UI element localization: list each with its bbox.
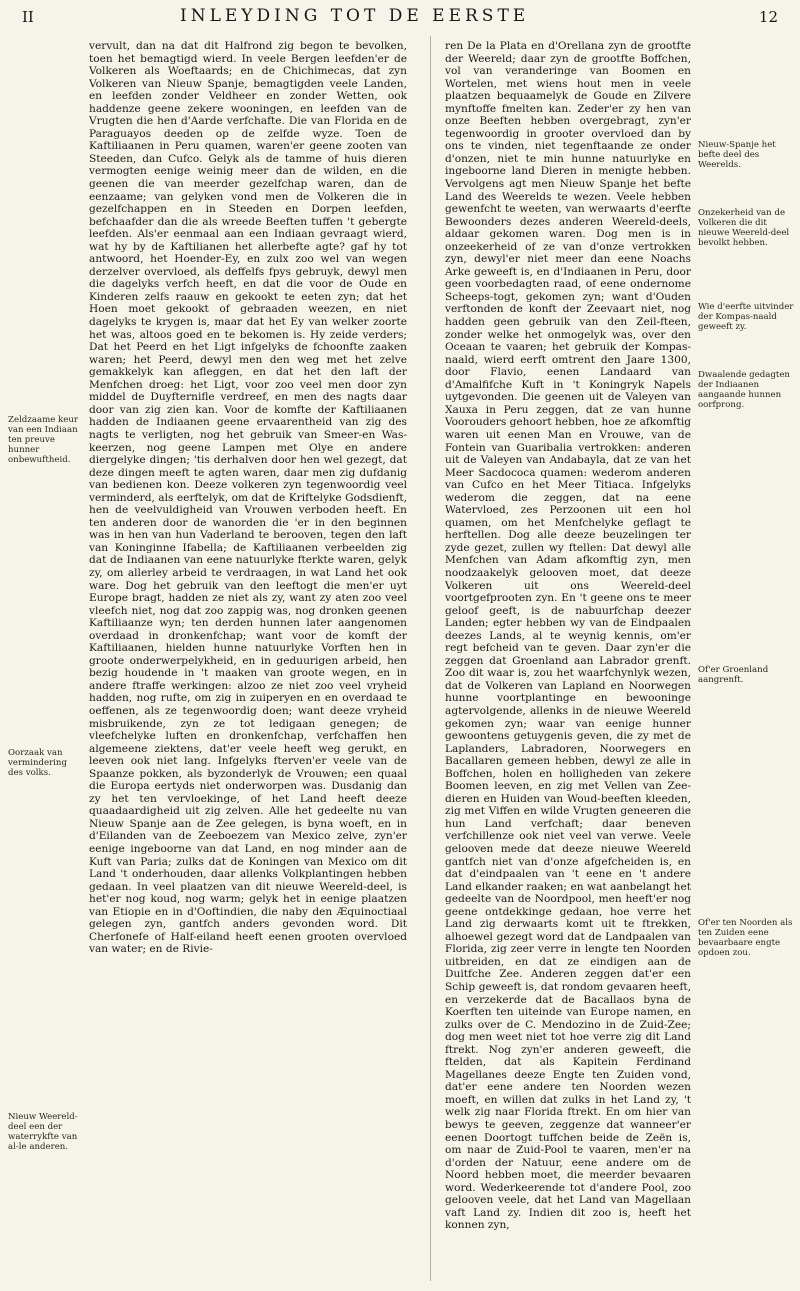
left-text-column: [89, 40, 407, 1280]
column-divider: [430, 36, 431, 1281]
page-number-right: 12: [758, 8, 778, 26]
right-text-column: [445, 40, 691, 1280]
running-title: INLEYDING TOT DE EERSTE: [180, 6, 530, 26]
right-column-text: ren De la Plata en d'Orellana zyn de grootfte der Weereld; daar zyn de grootfte Boffchen, vol van veranderinge van Boomen en Wortelen, met wiens hout men in veele plaatzen bequaamelyk de Goude en Zilvere mynftoffe fmelten kan. Zeder'er zy hen van onze Beeften hebben overgebragt, zyn'er tegenwoordig in grooter overvloed dan by ons te vinden, niet tegenftaande ze onder d'onzen, niet te min hunne natuurlyke en ingeboorne land Dieren in menigte hebben. Vervolgens agt men Nieuw Spanje het befte Land des Weerelds te wezen. Veele hebben gewenfcht te weeten, van werwaarts d'eerfte Bewoonders dezes anderen Weereld-deels, aldaar gekomen waren. Dog men is in onzeekerheid of ze van d'onze vertrokken zyn, dewyl'er niet meer dan eene Noachs Arke geweeft is, en d'Indiaanen in Peru, door geen voorbedagten raad, of eene ondernome Scheeps-togt, gekomen zyn; want d'Ouden verftonden de konft der Zeevaart niet, nog hadden geen gebruik van den Zeil-fteen, zonder welke het onmogelyk was, over den Oceaan te vaaren; het gebruik der Kompas-naald, wierd eerft omtrent den Jaare 1300, door Flavio, eenen Landaard van d'Amalfifche Kuft in 't Koningryk Napels uytgevonden. Die geenen uit de Valeyen van Xauxa in Peru zeggen, dat ze van hunne Voorouders gehoort hebben, hoe ze afkomftig waren uit eenen Man en Vrouwe, van de Fontein van Guaribalia vertrokken: anderen uit de Valeyen van Andabayla, dat ze van het Meer Sacdococa quamen: wederom anderen van Cufco en het Meer Titiaca. Infgelyks wederom die zeggen, dat na eene Watervloed, zes Perzoonen uit een hol quamen, om het Menfchelyke geflagt te herftellen. Dog alle deeze beuzelingen ter zyde gezet, zullen wy ftellen: Dat dewyl alle Menfchen van Adam afkomftig zyn, men noodzaakelyk gelooven moet, dat deeze Volkeren uit ons Weereld-deel voortgefprooten zyn. En 't geene ons te meer geloof geeft, is de nabuurfchap deezer Landen; egter hebben wy van de Eindpaalen deezes Lands, al te weynig kennis, om'er regt befcheid van te geven. Daar zyn'er die zeggen dat Groenland aan Labrador grenft. Zoo dit waar is, zou het waarfchynlyk wezen, dat de Volkeren van Lapland en Noorwegen hunne voortplantinge en bewooninge agtervolgende, allenks in de nieuwe Weereld gekomen zyn; waar van eenige hunner gewoontens getuygenis geven, die zy met de Laplanders, Labradoren, Noorwegers en Bacallaren gemeen hebben, dewyl ze alle in Boffchen, holen en holligheden van zekere Boomen leeven, en zig met Vellen van Zee-dieren en Huiden van Woud-beeften kleeden, zig met Viffen en wilde Vrugten geneeren die hun Land verfchaft; daar beneven verfchillenze ook niet veel van verwe. Veele gelooven mede dat deeze nieuwe Weereld gantfch niet van d'onze afgefcheiden is, en dat d'eindpaalen van 't eene en 't andere Land elkander raaken; en wat aanbelangt het gedeelte van de Noordpool, men heeft'er nog geene ontdekkinge gedaan, hoe verre het Land zig derwaarts komt uit te ftrekken, alhoewel gezegt word dat de Landpaalen van Florida, zig zeer verre in lengte ten Noorden uitbreiden, en dat ze eindigen aan de Duitfche Zee. Anderen zeggen dat'er een Schip geweeft is, dat rondom gevaaren heeft, en verzekerde dat de Bacallaos byna de Koerften ten uiteinde van Europe namen, en zulks over de C. Mendozino in de Zuid-Zee; dog men weet niet tot hoe verre zig dit Land ftrekt. Nog zyn'er anderen geweeft, die ftelden, dat als Kapitein Ferdinand Magellanes deeze Engte ten Zuiden vond, dat'er eene andere ten Noorden wezen moeft, en willen dat zulks in het Land zy, 't welk zig naar Florida ftrekt. En om hier van bewys te geeven, zeggenze dat wanneer'er eenen Doortogt tuffchen beide de Zeën is, om naar de Zuid-Pool te vaaren, men'er na d'orden der Natuur, eene andere om de Noord hebben moet, die meerder bevaaren word. Wederkeerende tot d'andere Pool, zoo gelooven veele, dat het Land van Magellaan vaft Land zy. Indien dit zoo is, heeft het konnen zyn,: [445, 40, 691, 1232]
margin-note-right-4: Dwaalende gedagten der Indiaanen aangaande hunnen oorfprong.: [698, 370, 790, 410]
margin-note-right-3: Wie d'eerfte uitvinder der Kompas-naald geweeft zy.: [698, 302, 794, 332]
margin-note-right-6: Of'er ten Noorden als ten Zuiden eene bevaarbaare engte opdoen zou.: [698, 918, 793, 958]
margin-note-right-5: Of'er Groenland aangrenft.: [698, 665, 769, 685]
page-header: [0, 6, 800, 32]
margin-note-right-2: Onzekerheid van de Volkeren die dit nieuwe Weereld-deel bevolkt hebben.: [698, 208, 790, 248]
margin-note-left-2: Oorzaak van vermindering des volks.: [8, 748, 67, 778]
margin-note-right-1: Nieuw-Spanje het befte deel des Weerelds.: [698, 140, 776, 170]
page-number-left: II: [22, 8, 34, 26]
margin-note-left-1: Zeldzaame keur van een Indiaan ten preuve hunner onbewuftheid.: [8, 415, 78, 465]
left-column-text: vervult, dan na dat dit Halfrond zig begon te bevolken, toen het bemagtigd wierd. In veele Bergen leefden'er de Volkeren als Woeftaards; en de Chichimecas, dat zyn Volkeren van Nieuw Spanje, bemagtigden veele Landen, en leefden zonder Veldheer en zonder Wetten, ook haddenze geene zekere wooningen, en leefden van de Vrugten die hen d'Aarde verfchafte. Die van Florida en de Paraguayos deeden op de zelfde wyze. Toen de Kaftiliaanen in Peru quamen, waren'er geene zooten van Steeden, dan Cufco. Gelyk als de tamme of huis dieren vermogten eenige weinig meer dan de wilden, en die geenen die van meerder gezelfchap waren, dan de eenzaame; van gelyken vond men de Volkeren die in gezelfchappen en in Steeden en Dorpen leefden, befchaafder dan die als wreede Beeften tuffen 't gebergte leefden. Als'er eenmaal aan een Indiaan gevraagt wierd, wat hy by de Kaftilianen het allerbefte agte? gaf hy tot antwoord, het Hoender-Ey, en zulx zoo wel van wegen derzelver overvloed, als deffelfs fpys gebruyk, dewyl men die dagelyks verfch heeft, en dat die voor de Oude en Kinderen zelfs raauw en gekookt te eeten zyn; dat het Hoen moet gekookt of gebraaden weezen, en niet dagelyks te krygen is, maar dat het Ey van welker zoorte het was, altoos goed en te bekomen is. Hy zeide verders; Dat het Peerd en het Ligt infgelyks de fchoonfte zaaken waren; het Peerd, dewyl men den weg met het zelve gemakkelyk kan afleggen, en dat het den laft der Menfchen droeg: het Ligt, voor zoo veel men door zyn middel de Duyfternifle verdreef, en men des nagts daar door van zig zien kan. Voor de komfte der Kaftiliaanen hadden de Indiaanen geene ervaarentheid van zig des nagts te verligten, nog het gebruik van Smeer-en Was-keerzen, nog geene Lampen met Olye en andere diergelyke dingen; 'tis derhalven door hen wel gezegt, dat deze dingen meeft te agten waren, daar men zig dufdanig van bedienen kon. Deeze volkeren zyn tegenwoordig veel verminderd, als eerftelyk, om dat de Kriftelyke Godsdienft, hen de veelvuldigheid van Vrouwen verboden heeft. En ten anderen door de wanorden die 'er in den beginnen was in hen van hun Vaderland te berooven, tegen den laft van Koninginne Ifabella; de Kaftiliaanen verbeelden zig dat de Indiaanen van eene natuurlyke fterkte waren, gelyk zy, om allerley arbeid te verdraagen, in wat Land het ook ware. Dog het gebruik van den leeftogt die men'er uyt Europe bragt, hadden ze niet als zy, want zy aten zoo veel vleefch niet, nog dat zoo zappig was, nog dronken geenen Kaftiliaanze wyn; ten derden hunnen later aangenomen overdaad in dronkenfchap; want voor de komft der Kaftiliaanen, hielden hunne natuurlyke Vorften hen in groote onderwerpelykheid, en in geduurigen arbeid, hen bezig houdende in 't maaken van groote wegen, en in andere ftraffe werkingen: alzoo ze niet zoo veel vryheid hadden, nog rufte, om zig in zuiperyen en en overdaad te oeffenen, als ze tegenwoordig doen; want deeze vryheid misbruikende, zyn ze tot ledigaan genegen; de vleefchelyke luften en dronkenfchap, verfchaffen hen algemeene ziektens, dat'er veele heeft weg gerukt, en leeven ook niet lang. Infgelyks fterven'er veele van de Spaanze pokken, als byzonderlyk de Vrouwen; een quaal die Europa eertyds niet onderworpen was. Dusdanig dan zy het ten vervloekinge, of het Land heeft deeze quaadaardigheid uit zig zelven. Alle het gedeelte nu van Nieuw Spanje aan de Zee gelegen, is byna woeft, en in d'Eilanden van de Zeeboezem van Mexico zelve, zyn'er eenige ingeboorne van dat Land, en nog minder aan de Kuft van Paria; zulks dat de Koningen van Mexico om dit Land 't onderhouden, daar allenks Volkplantingen hebben gedaan. In veel plaatzen van dit nieuwe Weereld-deel, is het'er nog koud, nog warm; gelyk het in eenige plaatzen van Etiopie en in d'Ooftindien, die naby den Æquinoctiaal gelegen zyn, gantfch anders gevonden word. Dit Cherfonefe of Half-eiland heeft eenen grooten overvloed van water; en de Rivie-: [89, 40, 407, 956]
margin-note-left-3: Nieuw Weereld-deel een der waterrykfte van al-le anderen.: [8, 1112, 78, 1152]
